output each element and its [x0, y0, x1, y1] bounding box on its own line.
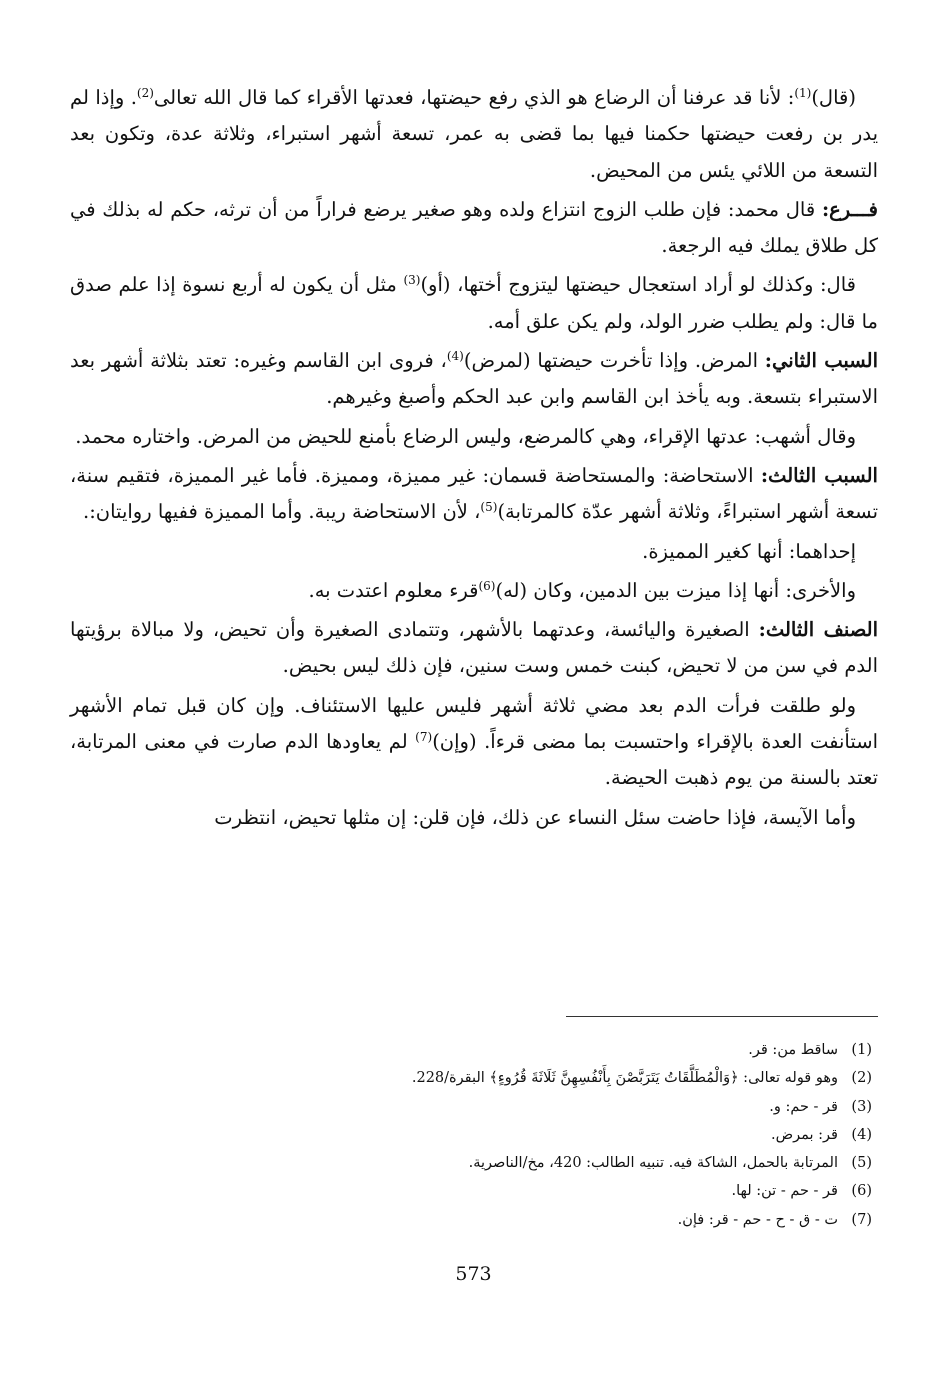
- footnote: [200, 1149, 872, 1177]
- footnote: [200, 1177, 872, 1205]
- footnote-ref[interactable]: (4): [446, 349, 464, 364]
- footnote-ref[interactable]: (3): [403, 273, 421, 288]
- text-run: (قال): [811, 86, 856, 109]
- paragraph: [70, 267, 878, 340]
- footnote-text: ت - ق - ح - حم - قر: فإن.: [677, 1211, 838, 1228]
- text-run: وقال أشهب: عدتها الإقراء، وهي كالمرضع، وليس الرضاع بأمنع للحيض من المرض. واختاره محمد.: [75, 424, 856, 448]
- text-run: قال: وكذلك لو أراد استعجال حيضتها ليتزوج أختها، (أو): [420, 273, 856, 297]
- text-run: ، فروى ابن القاسم وغيره: تعتد بثلاثة أشهر بعد الاستبراء بتسعة. وبه يأخذ ابن القاسم وابن عبد الحكم وأصبغ وغيرهم.: [70, 349, 878, 409]
- footnote-text: قر - حم - تن: لها.: [731, 1183, 838, 1200]
- footnote-number: (3): [851, 1098, 872, 1115]
- footnote-text: المرتابة بالحمل، الشاكة فيه. تنبيه الطالب: 420، مخ/الناصرية.: [468, 1155, 838, 1172]
- footnote-number: (1): [851, 1042, 872, 1058]
- footnote-ref[interactable]: (2): [136, 86, 154, 100]
- text-run: لم يعاودها الدم صارت في معنى المرتابة، تعتد بالسنة من يوم ذهبت الحيضة.: [70, 730, 878, 790]
- section-heading: السبب الثاني:: [764, 349, 879, 373]
- footnote: [200, 1121, 872, 1149]
- footnote-text: قر - حم: و.: [769, 1098, 838, 1115]
- text-run: والأخرى: أنها إذا ميزت بين الدمين، وكان (له): [495, 578, 856, 602]
- footnote-number: (7): [851, 1211, 872, 1228]
- footnote-number: (2): [851, 1070, 872, 1087]
- footnote-text: ساقط من: قر.: [748, 1042, 838, 1058]
- text-run: مثل أن يكون له أربع نسوة إذا علم صدق ما قال: ولم يطلب ضرر الولد، ولم يكن علق أمه.: [70, 273, 878, 333]
- text-run: ولو طلقت فرأت الدم بعد مضي ثلاثة أشهر فليس عليها الاستئناف. وإن كان قبل تمام الأشهر استأنفت العدة بالإقراء واحتسبت بما مضى قرءاً. (وإن): [70, 693, 878, 754]
- text-run: الاستحاضة: والمستحاضة قسمان: غير مميزة، ومميزة. فأما غير المميزة، فتقيم سنة، تسعة أشهر استبراءً، وثلاثة أشهر عدّة كالمرتابة): [70, 463, 878, 524]
- text-run: وأما الآيسة، فإذا حاضت سئل النساء عن ذلك، فإن قلن: إن مثلها تحيض، انتظرت: [214, 805, 856, 829]
- section-heading: السبب الثالث:: [760, 463, 878, 487]
- text-run: الصغيرة واليائسة، وعدتهما بالأشهر، وتتمادى الصغيرة وأن تحيض، ولا مبالاة برؤيتها الدم في سن من لا تحيض، كبنت خمس وست سنين، فإن ذلك ليس بحيض.: [70, 618, 878, 678]
- footnote-divider: [566, 1016, 878, 1017]
- paragraph: [70, 80, 878, 189]
- paragraph: [70, 612, 878, 685]
- text-run: . وإذا لم يدر بن رفعت حيضتها حكمنا فيها بما قضى به عمر، تسعة أشهر استبراء، وثلاثة عدة، وتكون بعد التسعة من اللائي يئس من المحيض.: [70, 86, 878, 182]
- paragraph: [70, 573, 878, 609]
- text-run: إحداهما: أنها كغير المميزة.: [642, 539, 856, 563]
- footnote: [200, 1064, 872, 1092]
- footnote-text: وهو قوله تعالى: ﴿وَالْمُطَلَّقَاتُ يَتَرَبَّصْنَ بِأَنْفُسِهِنَّ ثَلَاثَةَ قُرُوءٍ﴾ البقرة/228.: [411, 1070, 838, 1087]
- paragraph: [70, 534, 878, 570]
- paragraph: [70, 343, 878, 416]
- section-heading: فـــرع:: [821, 197, 878, 221]
- paragraph: [70, 419, 878, 455]
- text-run: قال محمد: فإن طلب الزوج انتزاع ولده وهو صغير يرضع فراراً من أن ترثه، حكم له بذلك في كل طلاق يملك فيه الرجعة.: [70, 197, 878, 258]
- footnote-text: قر: بمرض.: [771, 1126, 838, 1143]
- text-run: قرء معلوم اعتدت به.: [308, 578, 479, 602]
- page-number: 573: [455, 1263, 492, 1285]
- footnote: [200, 1036, 872, 1064]
- section-heading: الصنف الثالث:: [758, 618, 878, 642]
- paragraph: [70, 800, 878, 836]
- footnote-ref[interactable]: (7): [415, 730, 433, 745]
- text-run: : لأنا قد عرفنا أن الرضاع هو الذي رفع حيضتها، فعدتها الأقراء كما قال الله تعالى: [153, 86, 795, 109]
- text-run: ، لأن الاستحاضة ريبة. وأما المميزة ففيها روايتان:.: [83, 500, 481, 524]
- footnote: [200, 1093, 872, 1121]
- footnote-number: (4): [851, 1126, 872, 1143]
- footnote-ref[interactable]: (5): [480, 500, 498, 515]
- footnote-ref[interactable]: (6): [478, 578, 496, 593]
- footnote: [200, 1206, 872, 1234]
- footnote-number: (5): [851, 1155, 872, 1172]
- paragraph: [70, 458, 878, 531]
- paragraph: [70, 192, 878, 265]
- footnotes: [200, 1036, 872, 1234]
- footnote-number: (6): [851, 1183, 872, 1200]
- paragraph: [70, 688, 878, 797]
- main-text: [70, 80, 878, 839]
- text-run: المرض. وإذا تأخرت حيضتها (لمرض): [463, 349, 765, 373]
- footnote-ref[interactable]: (1): [794, 86, 812, 100]
